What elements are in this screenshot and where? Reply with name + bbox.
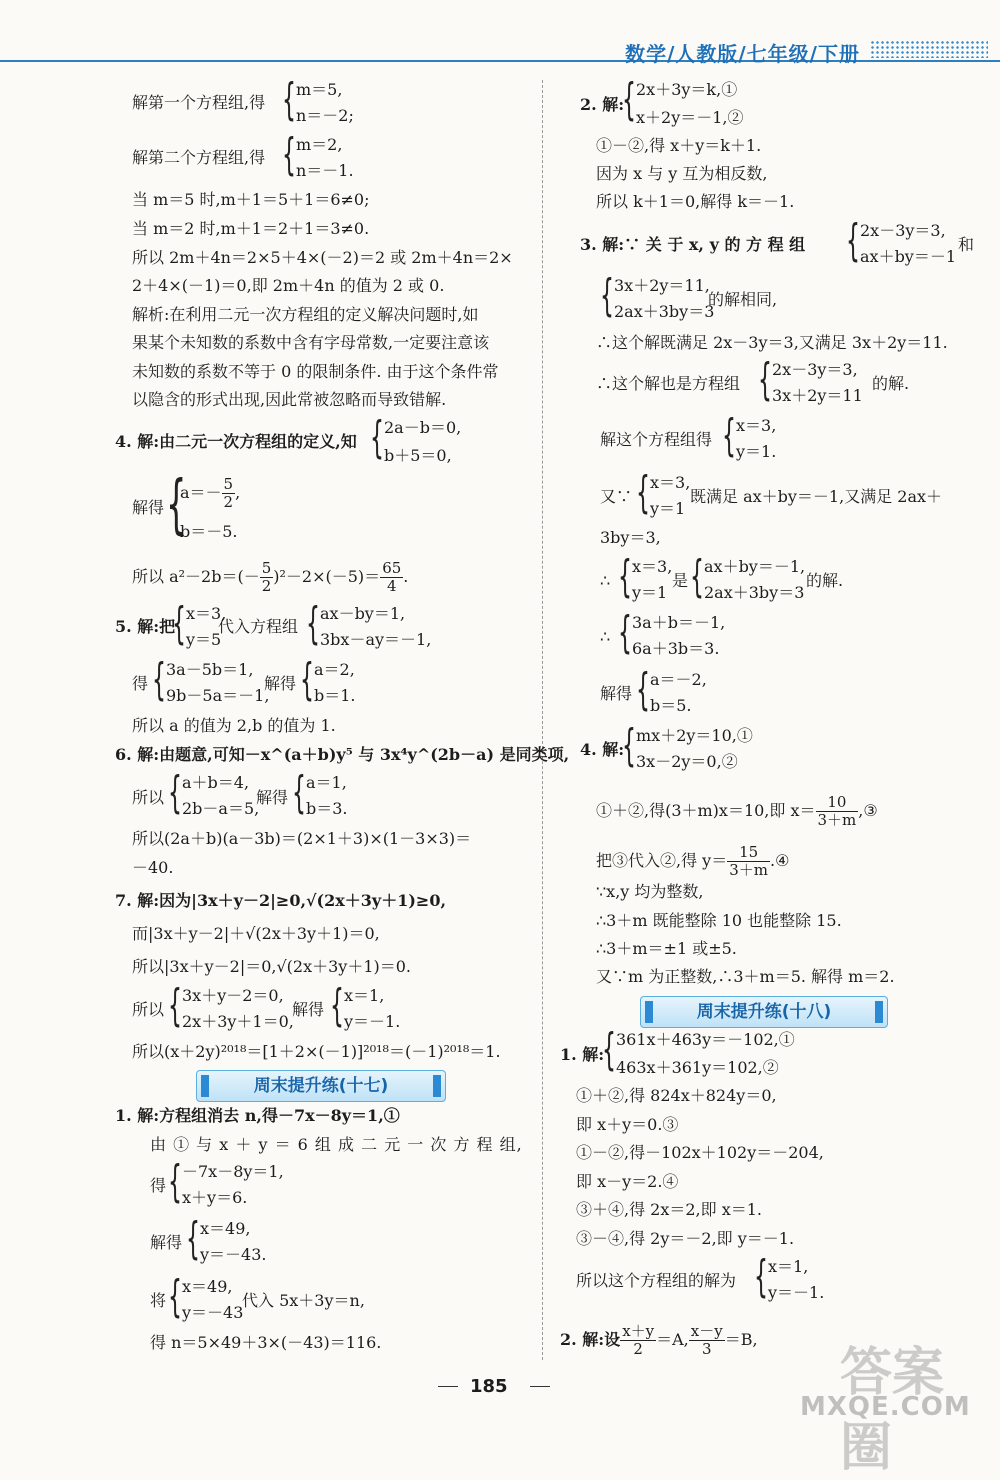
text-line: 代入 5x＋3y＝n, (242, 1291, 365, 1310)
text-line: 所以 k＋1＝0,解得 k＝－1. (596, 192, 795, 211)
text-line: 所以 2m＋4n＝2×5＋4×(－2)＝2 或 2m＋4n＝2× (132, 248, 513, 267)
text-line: 解得 (150, 1233, 183, 1252)
page-number: 185 (470, 1376, 508, 1397)
question-2: 2. 解: (580, 95, 625, 114)
column-divider (542, 80, 543, 1360)
text-line: 解得 (264, 674, 297, 693)
text-line: 的解. (872, 374, 910, 393)
tag-marker (201, 1075, 209, 1097)
text-line: 3by＝3, (600, 528, 661, 547)
text-line: 得 (150, 1176, 167, 1195)
text-line: ①－②,得－102x＋102y＝－204, (576, 1143, 824, 1162)
text-line: 所以这个方程组的解为 (576, 1271, 737, 1290)
text-line: 当 m＝5 时,m＋1＝5＋1＝6≠0; (132, 190, 370, 209)
tag-marker (645, 1001, 653, 1023)
text-line: 所以 (132, 788, 165, 807)
text-line: 所以|3x＋y－2|＝0,√(2x＋3y＋1)＝0. (132, 957, 412, 976)
text-line: 所以 a 的值为 2,b 的值为 1. (132, 716, 336, 735)
text-line: 所以(x＋2y)²⁰¹⁸＝[1＋2×(－1)]²⁰¹⁸＝(－1)²⁰¹⁸＝1. (132, 1042, 501, 1061)
text-line: 是 (672, 571, 689, 590)
question-4: 4. 解:由二元一次方程组的定义,知 (115, 432, 357, 451)
page-number-dash (530, 1386, 550, 1387)
section-heading-18: 周末提升练(十八) (640, 996, 888, 1028)
text-line: ①－②,得 x＋y＝k＋1. (596, 136, 762, 155)
text-line: 代入方程组 (218, 617, 299, 636)
header-dot-pattern (870, 40, 988, 58)
text-line: 把③代入②,得 y＝ $\frac{15}{3+m}$ .④ (596, 843, 790, 879)
text-line: 解第二个方程组,得 (132, 148, 266, 167)
text-line: ③－④,得 2y＝－2,即 y＝－1. (576, 1229, 795, 1248)
text-line: 得 n＝5×49＋3×(－43)＝116. (150, 1333, 382, 1352)
problem-1: 1. 解: (560, 1045, 605, 1064)
tag-marker (875, 1001, 883, 1023)
text-line: 的解. (806, 571, 844, 590)
text-line: ∴ (600, 571, 611, 590)
text-line: 所以 (132, 1000, 165, 1019)
section-heading-17: 周末提升练(十七) (196, 1070, 446, 1102)
text-line: 由 ① 与 x ＋ y ＝ 6 组 成 二 元 一 次 方 程 组, (150, 1135, 523, 1154)
text-line: 因为 x 与 y 互为相反数, (596, 164, 768, 183)
watermark-logo (800, 1330, 990, 1478)
text-line: 又∵m 为正整数,∴3＋m＝5. 解得 m＝2. (596, 967, 895, 986)
text-line: 解得 (132, 498, 165, 517)
text-line: ∴ (600, 627, 611, 646)
text-line: 解得 (256, 788, 289, 807)
text-line: 既满足 ax＋by＝－1,又满足 2ax＋ (690, 487, 943, 506)
text-line: 解这个方程组得 (600, 430, 713, 449)
header-title: 数学/人教版/七年级/下册 (625, 42, 860, 66)
text-line: 的解相同, (708, 290, 778, 309)
text-line: 而|3x＋y－2|＋√(2x＋3y＋1)＝0, (132, 924, 380, 943)
text-line: 又∵ (600, 487, 633, 506)
question-3: 3. 解:∵ 关 于 x, y 的 方 程 组 (580, 235, 806, 254)
text-line: －40. (132, 858, 174, 877)
text-line: 和 (958, 235, 975, 254)
question-5: 5. 解:把 (115, 617, 176, 636)
page-number-dash (438, 1386, 458, 1387)
text-line: ∴这个解也是方程组 (596, 374, 741, 393)
text-line: 解得 (600, 684, 633, 703)
text-line: 2＋4×(－1)＝0,即 2m＋4n 的值为 2 或 0. (132, 276, 445, 295)
text-line: 即 x－y＝2.④ (576, 1172, 679, 1191)
text-line: 将 (150, 1291, 167, 1310)
analysis-line: 解析:在利用二元一次方程组的定义解决问题时,如 (132, 305, 479, 324)
text-line: ∴3＋m＝±1 或±5. (596, 939, 737, 958)
problem-1: 1. 解:方程组消去 n,得－7x－8y＝1,① (115, 1106, 400, 1125)
watermark-text: MXQE.COM (800, 1392, 971, 1422)
analysis-line: 果某个未知数的系数中含有字母常数,一定要注意该 (132, 333, 490, 352)
text-line: ∵x,y 均为整数, (596, 882, 704, 901)
problem-2: 2. 解:设 $\frac{x+y}{2}$ ＝A, $\frac{x-y}{3}$ ＝B, (560, 1322, 758, 1358)
text-line: ∴3＋m 既能整除 10 也能整除 15. (596, 911, 842, 930)
text-line: ①＋②,得 824x＋824y＝0, (576, 1086, 777, 1105)
question-4: 4. 解: (580, 740, 625, 759)
text-line: 得 (132, 674, 149, 693)
text-line: 解第一个方程组,得 (132, 93, 266, 112)
text-line: 当 m＝2 时,m＋1＝2＋1＝3≠0. (132, 219, 370, 238)
tag-marker (433, 1075, 441, 1097)
text-line: 即 x＋y＝0.③ (576, 1115, 679, 1134)
text-line: ①＋②,得(3＋m)x＝10,即 x＝ $\frac{10}{3+m}$ ,③ (596, 793, 878, 829)
question-7: 7. 解:因为|3x＋y－2|≥0,√(2x＋3y＋1)≥0, (115, 891, 447, 910)
text-line: ③＋④,得 2x＝2,即 x＝1. (576, 1200, 763, 1219)
text-line: ∴这个解既满足 2x－3y＝3,又满足 3x＋2y＝11. (596, 333, 948, 352)
text-line: 解得 (292, 1000, 325, 1019)
text-line: 所以(2a＋b)(a－3b)＝(2×1＋3)×(1－3×3)＝ (132, 829, 472, 848)
analysis-line: 未知数的系数不等于 0 的限制条件. 由于这个条件常 (132, 362, 499, 381)
watermark-big-text: 答案圈 (840, 1343, 945, 1478)
question-6: 6. 解:由题意,可知－x^(a＋b)y⁵ 与 3x⁴y^(2b－a) 是同类项, (115, 745, 570, 764)
analysis-line: 以隐含的形式出现,因此常被忽略而导致错解. (132, 390, 447, 409)
text-line: 所以 a²－2b＝(－ $\frac{5}{2}$ )²－2×(－5)＝ $\frac{65}{4}$ . (132, 559, 409, 595)
